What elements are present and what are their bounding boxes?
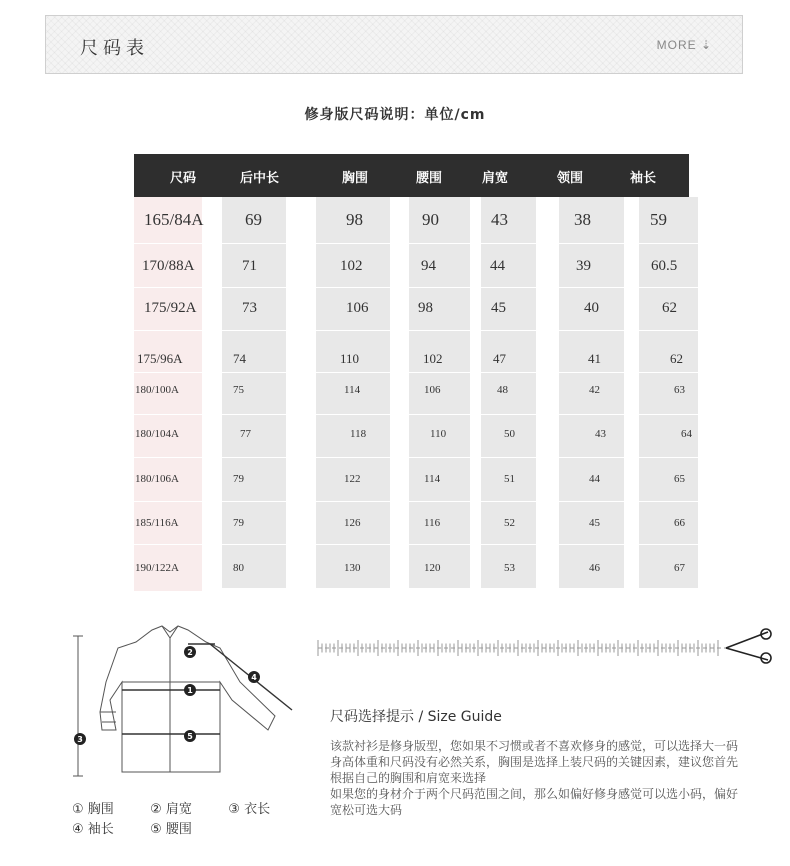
legend-item: ② 肩宽 (150, 802, 192, 817)
table-cell: 42 (589, 384, 600, 396)
table-cell: 51 (504, 473, 515, 485)
ruler-scissors-icon (316, 624, 776, 674)
column-header: 尺码 (170, 171, 197, 186)
table-cell: 69 (245, 210, 262, 229)
table-cell: 52 (504, 517, 515, 529)
table-cell: 65 (674, 473, 685, 485)
table-cell: 102 (423, 351, 443, 366)
row-divider (134, 457, 698, 458)
guide-line: 该款衬衫是修身版型，您如果不习惯或者不喜欢修身的感觉，可以选择大一码 (330, 739, 739, 753)
table-cell: 106 (346, 300, 369, 316)
row-divider (134, 414, 698, 415)
row-divider (134, 372, 698, 373)
size-guide-title: 尺码选择提示 / Size Guide (330, 709, 502, 725)
legend-row (72, 818, 302, 838)
legend-item: ③ 衣长 (228, 802, 271, 817)
column-header: 肩宽 (482, 171, 509, 186)
table-cell: 94 (421, 258, 436, 274)
table-cell: 41 (588, 351, 601, 366)
table-cell: 71 (242, 258, 257, 274)
table-cell: 53 (504, 562, 515, 574)
marker-label: 5 (187, 732, 193, 741)
table-cell: 102 (340, 258, 363, 274)
table-cell: 39 (576, 258, 591, 274)
table-cell: 180/106A (135, 473, 179, 485)
table-cell: 180/100A (135, 384, 179, 396)
table-cell: 48 (497, 384, 508, 396)
table-cell: 170/88A (142, 258, 195, 274)
table-cell: 165/84A (144, 210, 204, 229)
guide-line: 根据自己的胸围和肩宽来选择 (330, 771, 487, 785)
table-cell: 126 (344, 517, 361, 529)
column-header: 胸围 (342, 171, 369, 186)
marker-label: 1 (187, 686, 193, 695)
guide-line: 宽松可选大码 (330, 803, 403, 817)
column-header: 后中长 (240, 171, 280, 186)
shirt-diagram-icon (70, 622, 310, 792)
marker-label: 3 (77, 735, 83, 744)
table-cell: 67 (674, 562, 685, 574)
table-cell: 185/116A (135, 517, 179, 529)
column-header: 领围 (557, 171, 584, 186)
table-cell: 190/122A (135, 562, 179, 574)
row-divider (134, 243, 698, 244)
table-cell: 110 (340, 351, 360, 366)
table-cell: 130 (344, 562, 361, 574)
table-cell: 62 (670, 351, 683, 366)
legend-row (72, 798, 302, 818)
table-cell: 73 (242, 300, 257, 316)
legend-item: ① 胸围 (72, 802, 114, 817)
column-header: 袖长 (630, 171, 657, 186)
table-cell: 63 (674, 384, 685, 396)
table-cell: 98 (418, 300, 433, 316)
table-cell: 116 (424, 517, 441, 529)
table-cell: 43 (491, 210, 508, 229)
guide-line: 如果您的身材介于两个尺码范围之间，那么如偏好修身感觉可以选小码，偏好 (330, 787, 739, 801)
column-bg (639, 197, 698, 588)
table-cell: 38 (574, 210, 591, 229)
row-divider (134, 330, 698, 331)
table-cell: 120 (424, 562, 441, 574)
marker-label: 4 (251, 673, 257, 682)
row-divider (134, 287, 698, 288)
table-cell: 64 (681, 428, 692, 440)
table-cell: 46 (589, 562, 600, 574)
table-cell: 44 (589, 473, 600, 485)
page-title: 尺码表 (80, 38, 149, 59)
column-bg (222, 197, 286, 588)
table-cell: 180/104A (135, 428, 179, 440)
table-cell: 79 (233, 473, 244, 485)
table-cell: 106 (424, 384, 441, 396)
table-cell: 45 (491, 300, 506, 316)
legend-item: ⑤ 腰围 (150, 822, 192, 837)
table-cell: 110 (430, 428, 447, 440)
table-subtitle: 修身版尺码说明：单位/cm (304, 107, 486, 123)
table-cell: 59 (650, 210, 667, 229)
table-cell: 77 (240, 428, 251, 440)
table-cell: 62 (662, 300, 677, 316)
table-cell: 60.5 (651, 258, 678, 274)
row-divider (134, 544, 698, 545)
row-divider (134, 501, 698, 502)
guide-line: 身高体重和尺码没有必然关系，胸围是选择上装尺码的关键因素，建议您首先 (330, 755, 739, 769)
table-cell: 80 (233, 562, 244, 574)
column-header: 腰围 (416, 171, 443, 186)
table-cell: 175/92A (144, 300, 197, 316)
table-cell: 40 (584, 300, 599, 316)
header-banner (45, 15, 743, 74)
column-bg (481, 197, 536, 588)
table-header (134, 154, 689, 197)
diagram-legend (72, 798, 302, 838)
table-cell: 175/96A (137, 351, 183, 366)
table-cell: 75 (233, 384, 244, 396)
table-cell: 79 (233, 517, 244, 529)
table-cell: 47 (493, 351, 506, 366)
table-cell: 44 (490, 258, 505, 274)
table-cell: 45 (589, 517, 600, 529)
marker-label: 2 (187, 648, 193, 657)
table-cell: 50 (504, 428, 515, 440)
table-cell: 98 (346, 210, 363, 229)
table-cell: 114 (424, 473, 441, 485)
table-cell: 66 (674, 517, 685, 529)
more-link[interactable]: MORE ⇣ (656, 38, 712, 52)
table-cell: 74 (233, 351, 246, 366)
size-guide-text (330, 738, 780, 818)
table-cell: 122 (344, 473, 361, 485)
table-cell: 90 (422, 210, 439, 229)
table-cell: 118 (350, 428, 367, 440)
table-cell: 43 (595, 428, 606, 440)
legend-item: ④ 袖长 (72, 822, 114, 837)
table-cell: 114 (344, 384, 361, 396)
scissors-icon (726, 629, 771, 663)
